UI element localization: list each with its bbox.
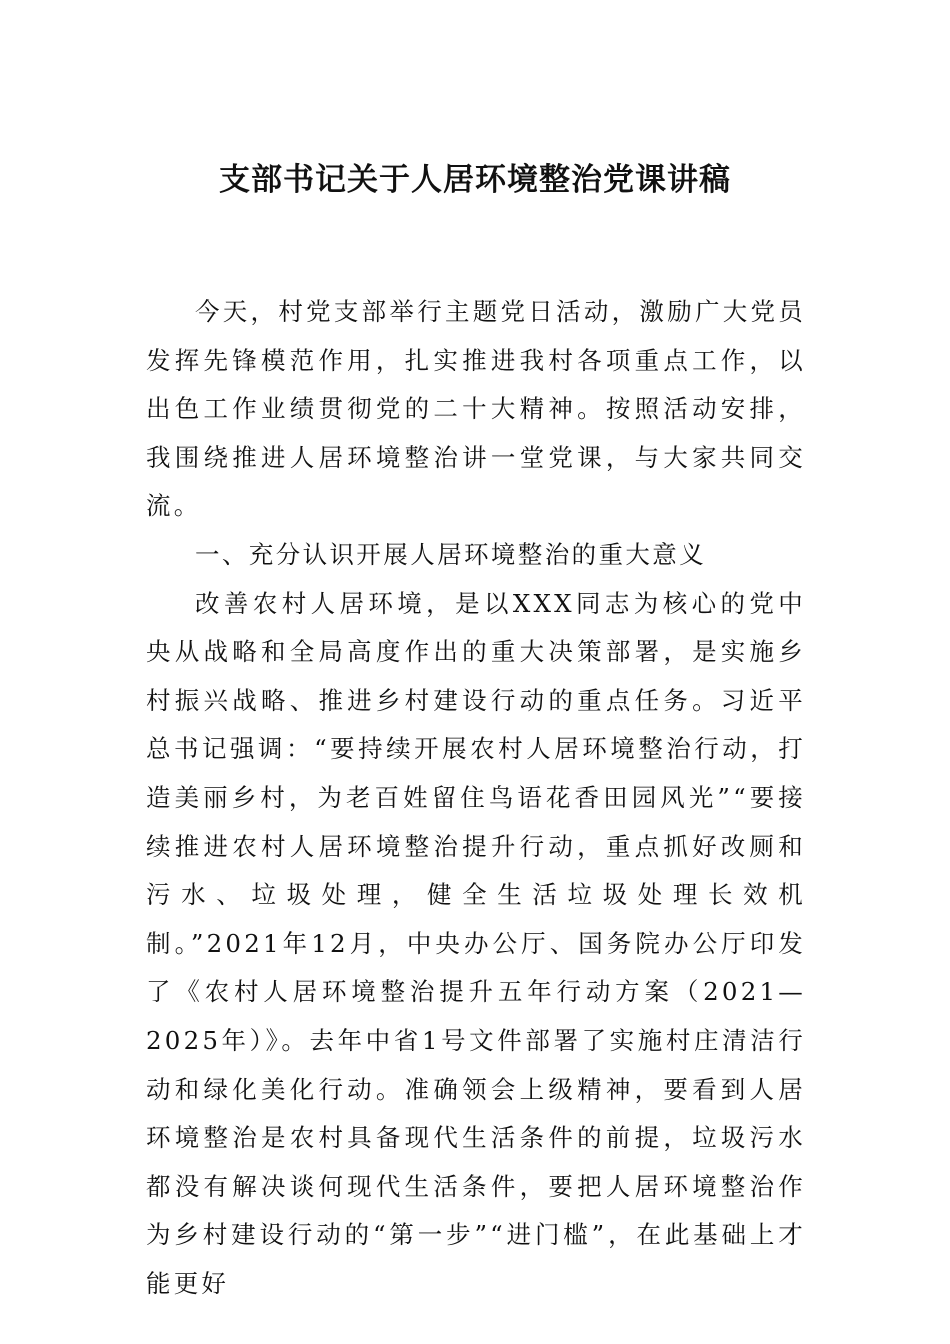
document-body	[146, 288, 806, 1308]
section-heading: 一、充分认识开展人居环境整治的重大意义	[195, 539, 707, 569]
intro-paragraph: 今天，村党支部举行主题党日活动，激励广大党员发挥先锋模范作用，扎实推进我村各项重点工作，以出色工作业绩贯彻党的二十大精神。按照活动安排，我围绕推进人居环境整治讲一堂党课，与大家共同交流。	[146, 297, 806, 521]
body-paragraph: 改善农村人居环境，是以XXX同志为核心的党中央从战略和全局高度作出的重大决策部署，是实施乡村振兴战略、推进乡村建设行动的重点任务。习近平总书记强调：“要持续开展农村人居环境整治行动，打造美丽乡村，为老百姓留住鸟语花香田园风光”“要接续推进农村人居环境整治提升行动，重点抓好改厕和污水、垃圾处理，健全生活垃圾处理长效机制。”2021年12月，中央办公厅、国务院办公厅印发了《农村人居环境整治提升五年行动方案（2021—2025年）》。去年中省1号文件部署了实施村庄清洁行动和绿化美化行动。准确领会上级精神，要看到人居环境整治是农村具备现代生活条件的前提，垃圾污水都没有解决谈何现代生活条件，要把人居环境整治作为乡村建设行动的“第一步”“进门槛”，在此基础上才能更好	[146, 588, 806, 1298]
document-title: 支部书记关于人居环境整治党课讲稿	[219, 162, 731, 198]
